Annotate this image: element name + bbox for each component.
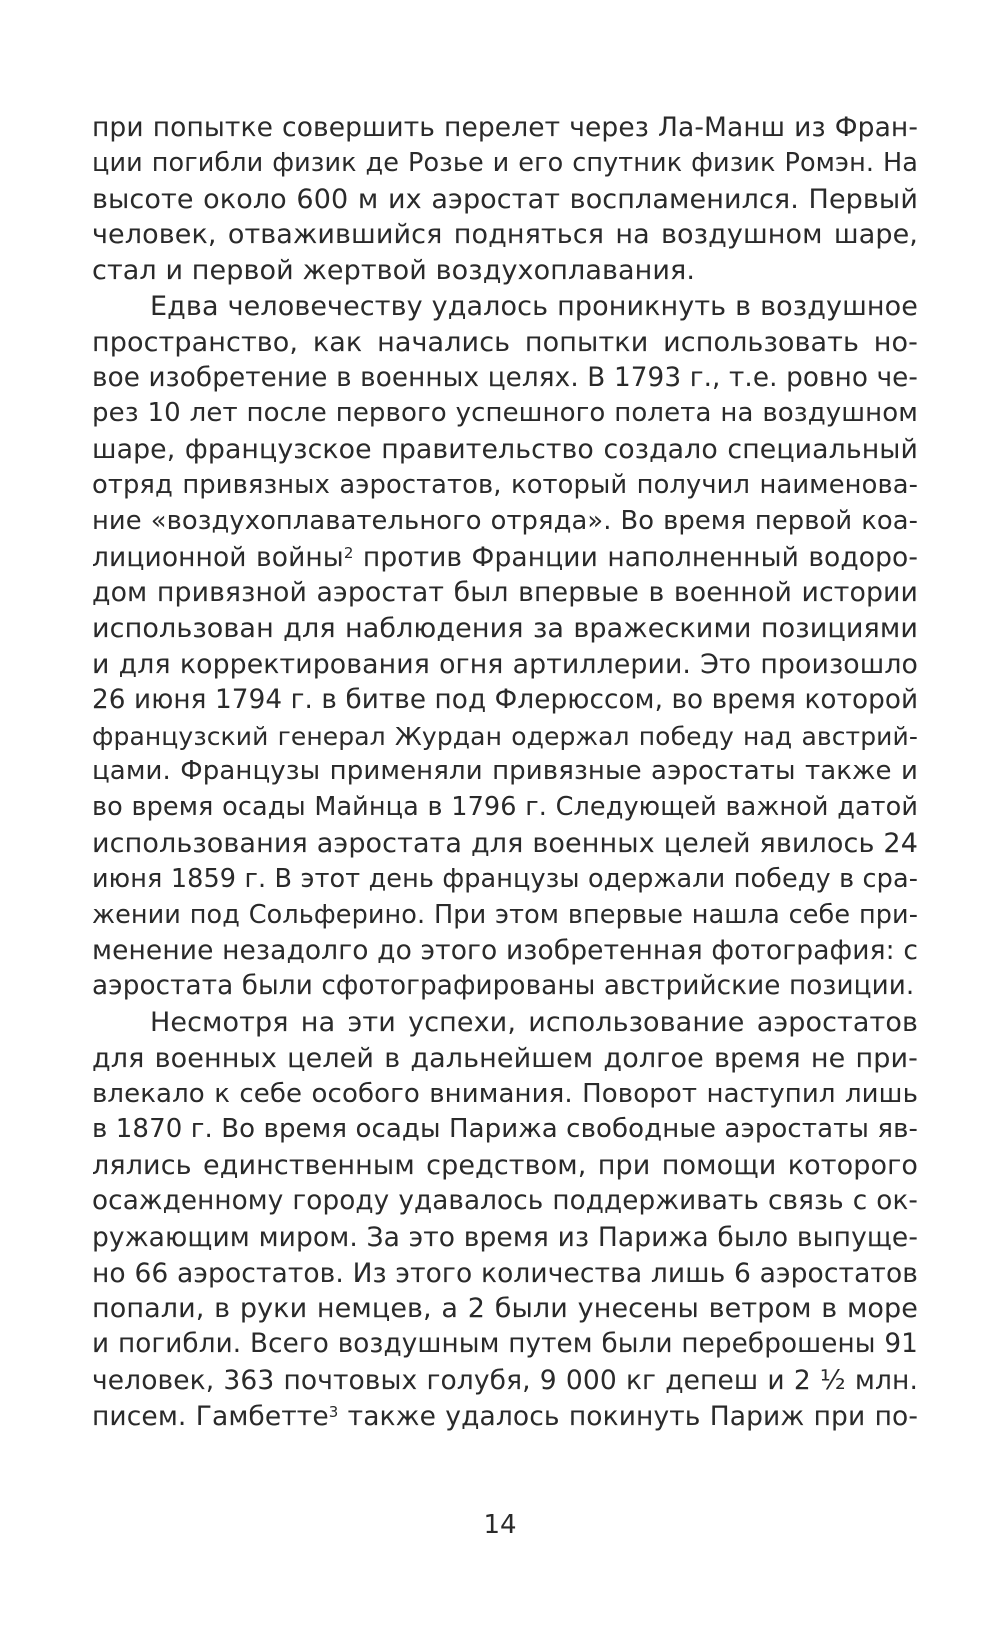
text-line: шаре, французское правительство создало специальный — [92, 434, 918, 466]
text-line: жении под Сольферино. При этом впервые нашла себе при- — [92, 899, 918, 930]
page-body — [92, 110, 918, 1434]
text-line: менение незадолго до этого изобретенная фотография: с — [92, 935, 918, 967]
text-line: лялись единственным средством, при помощи которого — [92, 1150, 918, 1182]
text-line: вое изобретение в военных целях. В 1793 г., т.е. ровно че- — [92, 362, 918, 393]
paragraph-3 — [92, 1005, 918, 1435]
text-line: стал и первой жертвой воздухоплавания. — [92, 255, 696, 287]
text-line: ружающим миром. За это время из Парижа было выпуще- — [92, 1221, 918, 1253]
text-line: высоте около 600 м их аэростат воспламенился. Первый — [92, 183, 918, 215]
text-line: дом привязной аэростат был впервые в военной истории — [92, 577, 918, 609]
text-line: аэростата были сфотографированы австрийские позиции. — [92, 971, 915, 1002]
paragraph-2 — [92, 289, 918, 1005]
text-line: 26 июня 1794 г. в битве под Флерюссом, во время которой — [92, 684, 919, 715]
text-line: человек, отважившийся подняться на воздушном шаре, — [92, 219, 918, 251]
text-line: при попытке совершить перелет через Ла-Манш из Фран- — [92, 112, 918, 143]
text-line: ние «воздухоплавательного отряда». Во время первой коа- — [92, 505, 918, 536]
text-line: французский генерал Журдан одержал победу над австрий- — [92, 721, 918, 751]
text-line: и для корректирования огня артиллерии. Это произошло — [92, 648, 918, 680]
footnote-marker: 2 — [343, 543, 354, 562]
text-line: рез 10 лет после первого успешного полета на воздушном — [92, 398, 918, 429]
text-line: но 66 аэростатов. Из этого количества лишь 6 аэростатов — [92, 1257, 918, 1289]
text-line: лиционной войны$^2$ против Франции наполненный водоро- — [92, 541, 918, 573]
text-line: использования аэростата для военных целей явилось 24 — [92, 827, 918, 859]
paragraph-1 — [92, 110, 918, 289]
text-line: отряд привязных аэростатов, который получил наименова- — [92, 469, 918, 500]
text-line: июня 1859 г. В этот день французы одержали победу в сра- — [92, 863, 918, 894]
text-line: попали, в руки немцев, а 2 были унесены ветром в море — [92, 1293, 918, 1325]
text-line: осажденному городу удавалось поддерживать связь с ок- — [92, 1185, 918, 1216]
text-line: писем. Гамбетте$^3$ также удалось покинуть Париж при по- — [92, 1400, 918, 1432]
text-line: ции погибли физик де Розье и его спутник физик Ромэн. На — [92, 147, 918, 178]
text-line: и погибли. Всего воздушным путем были переброшены 91 — [92, 1329, 918, 1360]
footnote-marker: 3 — [328, 1402, 339, 1421]
text-line: цами. Французы применяли привязные аэростаты также и — [92, 756, 918, 787]
page-number: 14 — [483, 1510, 517, 1540]
text-line: пространство, как начались попытки использовать но- — [92, 326, 918, 358]
text-line: использован для наблюдения за вражескими позициями — [92, 613, 918, 645]
text-line: Едва человечеству удалось проникнуть в воздушное — [150, 290, 918, 322]
text-line: во время осады Майнца в 1796 г. Следующей важной датой — [92, 792, 918, 823]
text-line: человек, 363 почтовых голубя, 9 000 кг депеш и 2 ½ млн. — [92, 1364, 918, 1396]
text-line: для военных целей в дальнейшем долгое время не при- — [92, 1042, 918, 1074]
text-line: в 1870 г. Во время осады Парижа свободные аэростаты яв- — [92, 1114, 918, 1145]
text-line: Несмотря на эти успехи, использование аэростатов — [150, 1006, 918, 1038]
text-line: влекало к себе особого внимания. Поворот наступил лишь — [92, 1078, 918, 1109]
